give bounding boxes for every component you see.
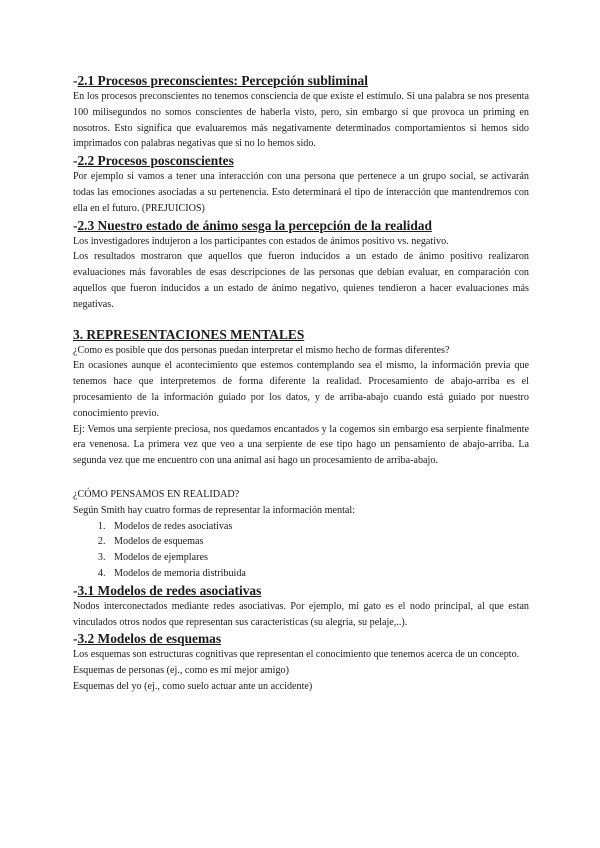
section-3-1-paragraph: Nodos interconectados mediante redes asociativas. Por ejemplo, mi gato es el nodo principal, al que estan vinculados otros nodos que representan sus características (su alegría, su pelaje,..). bbox=[73, 600, 529, 628]
spacer bbox=[73, 469, 529, 487]
list-item: 1. Modelos de redes asociativas bbox=[108, 519, 529, 535]
section-2-1-heading bbox=[73, 72, 529, 89]
document-page bbox=[73, 72, 529, 695]
heading-dash: - bbox=[73, 217, 78, 233]
section-2-1-title: 2.1 Procesos preconscientes: Percepción subliminal bbox=[77, 73, 368, 88]
section-2-2-title: 2.2 Procesos posconscientes bbox=[77, 153, 234, 169]
spacer bbox=[73, 313, 529, 326]
section-3-1-title: 3.1 Modelos de redes asociativas bbox=[77, 582, 262, 598]
section-3-heading bbox=[73, 326, 529, 343]
heading-dash: - bbox=[73, 153, 78, 169]
section-3-paragraph-1: En ocasiones aunque el acontecimiento que estemos contemplando sea el mismo, la información previa que tenemos hace que interpretemos de forma diferente la realidad. Procesamiento de abajo-arriba es el procesamiento de la información guiado por los datos, y de arriba-abajo cuando está guiado por nuestro conocimiento previo. bbox=[73, 360, 529, 419]
section-3-question: ¿Como es posible que dos personas puedan interpretar el mismo hecho de formas diferentes? bbox=[73, 344, 450, 356]
section-3-2-line-1: Esquemas de personas (ej., como es mi mejor amigo) bbox=[73, 665, 289, 677]
section-3-2-heading bbox=[73, 630, 529, 647]
section-2-1-paragraph: En los procesos preconscientes no tenemos consciencia de que existe el estímulo. Si una palabra se nos presenta 100 milisegundos no somos conscientes de haberla visto, pero, sin embargo sí que provoca un priming en nosotros. Esto significa que evaluaremos más negativamente determinados comportamientos si hemos sido imprimados con palabras negativas que si no lo hemos sido. bbox=[73, 91, 529, 150]
section-3-1-heading bbox=[73, 582, 529, 599]
list-item: 3. Modelos de ejemplares bbox=[108, 550, 529, 566]
section-3-paragraph-2: Ej: Vemos una serpiente preciosa, nos quedamos encantados y la cogemos sin embargo esa serpiente finalmente era venenosa. La primera vez que veo a una serpiente de ese tipo hago un pensamiento de abajo-arriba. La segunda vez que me encuentro con una animal así hago un procesamiento de arriba-abajo. bbox=[73, 423, 529, 467]
section-2-3-title: 2.3 Nuestro estado de ánimo sesga la percepción de la realidad bbox=[77, 217, 432, 233]
heading-dash: - bbox=[73, 582, 78, 598]
section-2-3-paragraph-2: Los resultados mostraron que aquellos que fueron inducidos a un estado de ánimo positivo realizaron evaluaciones más favorables de esas descripciones de las personas que debían evaluar, en comparación con aquellos que fueron inducidos a un estado de ánimo negativo, quienes tendieron a hacer evaluaciones más negativas. bbox=[73, 251, 529, 310]
section-2-2-heading bbox=[73, 152, 529, 169]
section-3-2-line-2: Esquemas del yo (ej., como suelo actuar ante un accidente) bbox=[73, 680, 313, 692]
section-2-3-paragraph-1: Los investigadores indujeron a los participantes con estados de ánimos positivo vs. negativo. bbox=[73, 235, 449, 247]
section-3-title: 3. REPRESENTACIONES MENTALES bbox=[73, 326, 305, 342]
heading-dash: - bbox=[73, 631, 78, 647]
section-2-3-heading bbox=[73, 217, 529, 234]
heading-dash: - bbox=[73, 73, 78, 88]
list-item: 2. Modelos de esquemas bbox=[108, 534, 529, 550]
section-3-2-title: 3.2 Modelos de esquemas bbox=[77, 631, 222, 647]
how-question: ¿CÓMO PENSAMOS EN REALIDAD? bbox=[73, 488, 240, 500]
how-intro: Según Smith hay cuatro formas de representar la información mental: bbox=[73, 504, 356, 516]
section-3-2-paragraph: Los esquemas son estructuras cognitivas que representan el conocimiento que tenemos acerca de un concepto. bbox=[73, 649, 520, 661]
list-item: 4. Modelos de memoria distribuida bbox=[108, 566, 529, 582]
models-list bbox=[73, 519, 529, 582]
section-2-2-paragraph: Por ejemplo si vamos a tener una interacción con una persona que pertenece a un grupo social, se activarán todas las emociones asociadas a su pertenencia. Esto determinará el tipo de interacción que mantendremos con ella en el futuro. (PREJUICIOS) bbox=[73, 171, 529, 214]
